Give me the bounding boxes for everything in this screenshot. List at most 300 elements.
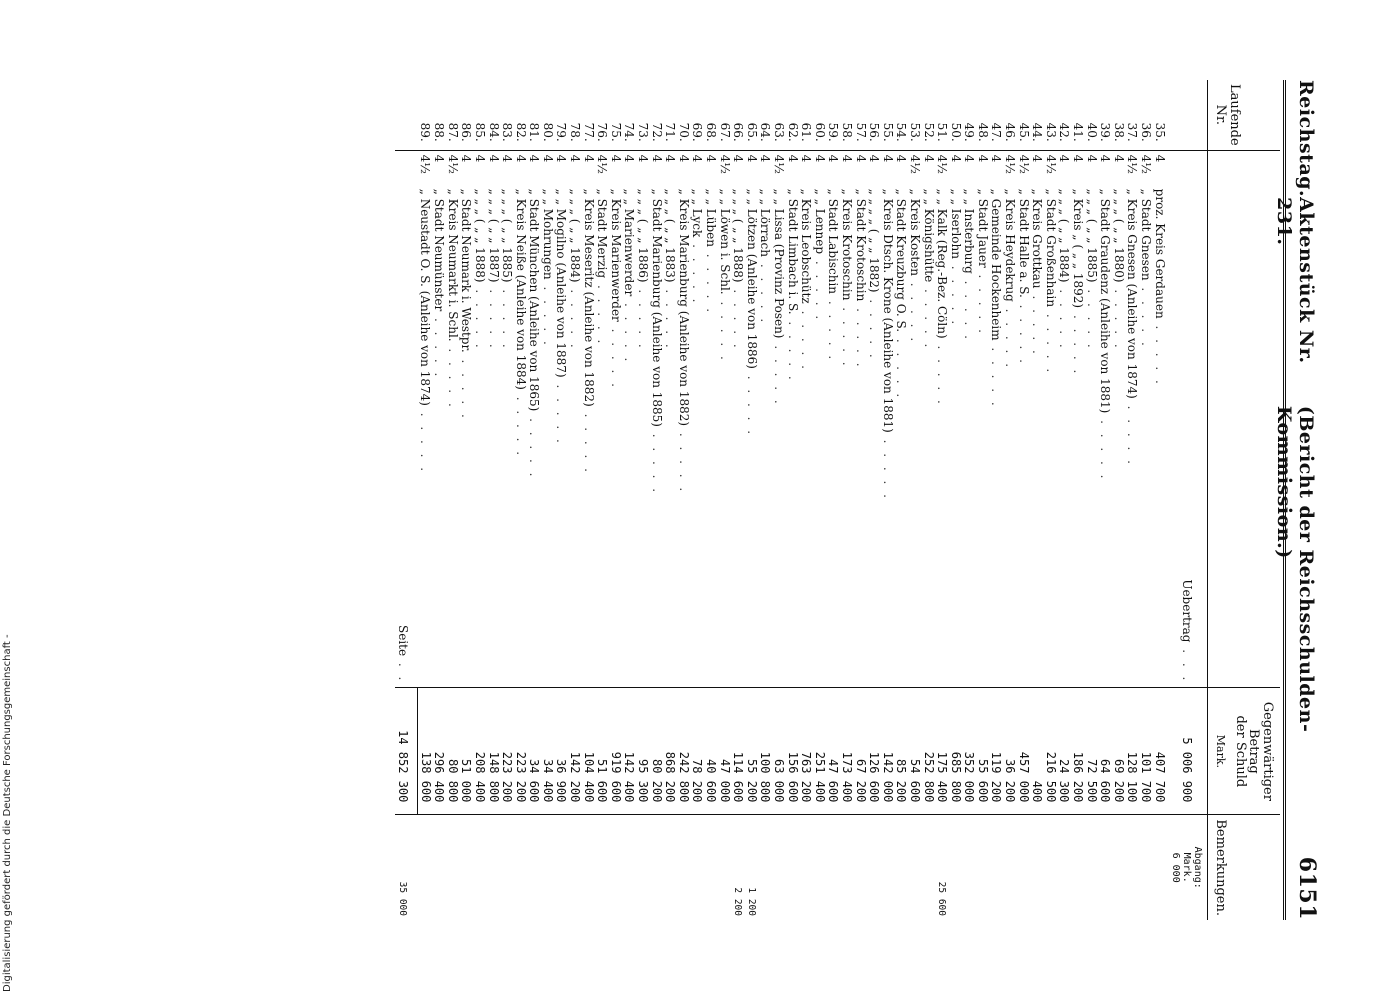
row-number: 45. (1016, 80, 1030, 150)
row-issuer (472, 185, 486, 688)
row-issuer-text: „ Neustadt O. S. (Anleihe von 1874) (418, 188, 433, 406)
row-amount: 72 500 (1084, 688, 1098, 815)
row-issuer (1043, 185, 1057, 688)
row-issuer-text: „ „ Lyck (690, 188, 705, 238)
row-number: 35. (1152, 80, 1166, 150)
row-amount: 85 200 (894, 688, 908, 815)
row-number: 39. (1098, 80, 1112, 150)
row-amount: 142 400 (622, 688, 636, 815)
dot-leader: . . . . . (1125, 398, 1140, 467)
table-row (1098, 80, 1112, 920)
table-row (554, 80, 568, 920)
row-issuer-text: „ „ Marienwerder (622, 188, 637, 297)
row-amount: 400 (1030, 688, 1044, 815)
row-rate: 4 (500, 154, 515, 163)
row-number: 65. (744, 80, 758, 150)
table-row (1043, 80, 1057, 920)
row-issuer (581, 185, 595, 688)
dot-leader: . . . . . (894, 332, 909, 401)
table-row (839, 80, 853, 920)
row-number: 89. (417, 80, 431, 150)
dot-leader: . . . . . (975, 267, 990, 336)
amount-header-line1: Gegenwärtiger (1260, 701, 1275, 801)
row-rate: 4 (853, 154, 868, 163)
row-rate: 4 (1111, 154, 1126, 163)
row-issuer (527, 185, 541, 688)
table-body (417, 80, 1207, 920)
row-rate: 4 (894, 154, 909, 163)
row-issuer (758, 185, 772, 688)
row-amount: 80 200 (649, 688, 663, 815)
row-amount: 24 300 (1057, 688, 1071, 815)
dot-leader: . . . . . (581, 406, 596, 475)
row-number: 86. (459, 80, 473, 150)
row-amount: 51 000 (459, 688, 473, 815)
row-remark (1016, 815, 1030, 920)
row-remark (799, 815, 813, 920)
row-amount: 40 600 (703, 688, 717, 815)
dot-leader: . . . . . (1098, 413, 1113, 482)
dot-leader: . . . . . (540, 279, 555, 348)
row-number: 81. (527, 80, 541, 150)
row-amount: 296 400 (432, 688, 446, 815)
row-number: 40. (1084, 80, 1098, 150)
row-number: 84. (486, 80, 500, 150)
total-label: Seite . . (395, 185, 417, 688)
row-number: 44. (1030, 80, 1044, 150)
row-issuer (568, 185, 582, 688)
table-row (540, 80, 554, 920)
row-number: 55. (880, 80, 894, 150)
amount-header-line2: Betrag (1246, 728, 1262, 774)
table-row (459, 80, 473, 920)
row-number: 54. (894, 80, 908, 150)
row-amount: 128 100 (1125, 688, 1139, 815)
row-issuer (975, 185, 989, 688)
table-row (1125, 80, 1139, 920)
row-rate: 4 (472, 154, 487, 163)
row-rate: 4 (1057, 154, 1072, 163)
row-remark (717, 815, 731, 920)
row-rate: 4 (1071, 154, 1086, 163)
row-amount: 868 200 (663, 688, 677, 815)
row-amount: 142 200 (568, 688, 582, 815)
row-remark (417, 815, 431, 920)
row-number: 73. (635, 80, 649, 150)
row-remark (1057, 815, 1071, 920)
table-row (527, 80, 541, 920)
row-issuer (717, 185, 731, 688)
row-amount: 55 600 (975, 688, 989, 815)
row-remark (500, 815, 514, 920)
dot-leader: . . . . . (799, 303, 814, 372)
row-issuer (500, 185, 514, 688)
row-rate: 4 (962, 154, 977, 163)
dot-leader: . . . . . (704, 246, 719, 316)
row-issuer (1098, 185, 1112, 688)
row-issuer-text: „ „ „ „ ( „ „ 1882) (867, 188, 882, 293)
row-issuer-text: „ „ Lörrach (758, 188, 773, 257)
row-amount: 36 200 (1003, 688, 1017, 815)
row-issuer-text: „ Kreis Grottkau (1030, 188, 1045, 289)
row-issuer-text: „ Stadt Jauer (975, 188, 990, 268)
table-row (758, 80, 772, 920)
dot-leader: . . . . . (513, 389, 528, 459)
row-amount: 156 600 (785, 688, 799, 815)
table-row (744, 80, 758, 920)
table-row (771, 80, 785, 920)
row-rate: 4 (608, 154, 623, 163)
row-issuer-text: proz. Kreis Gerdauen (1152, 188, 1167, 319)
table-row (935, 80, 949, 920)
row-rate: 4½ (772, 154, 786, 174)
table-row (717, 80, 731, 920)
row-issuer-text: „ Kreis Leobschütz (799, 188, 814, 304)
table-row (622, 80, 636, 920)
table-row (432, 80, 446, 920)
row-rate: 4 (540, 154, 555, 163)
row-remark (554, 815, 568, 920)
row-remark (703, 815, 717, 920)
row-amount: 148 800 (486, 688, 500, 815)
row-number: 88. (432, 80, 446, 150)
dot-leader: . . . . . (1111, 282, 1126, 351)
row-number: 38. (1111, 80, 1125, 150)
row-number: 72. (649, 80, 663, 150)
dot-leader: . . . . . (445, 341, 460, 410)
dot-leader: . . . . . (622, 296, 637, 365)
table-row (676, 80, 690, 920)
row-issuer-text: „ Stadt Neumark i. Westpr. (459, 188, 474, 353)
table-row (663, 80, 677, 920)
table-row (472, 80, 486, 920)
row-remark (1138, 815, 1152, 920)
row-rate: 4 (649, 154, 664, 163)
row-amount: 173 400 (839, 688, 853, 815)
amount-header-line3: der Schuld (1232, 715, 1248, 788)
row-remark (758, 815, 772, 920)
dot-leader: . . . . . (826, 294, 841, 363)
table-row (445, 80, 459, 920)
row-issuer-text: „ „ Löwen i. Schl. (717, 188, 732, 295)
row-number: 82. (513, 80, 527, 150)
row-rate: 4 (867, 154, 882, 163)
row-issuer (690, 185, 704, 688)
row-remark (649, 815, 663, 920)
row-remark (948, 815, 962, 920)
row-remark: 25 600 (936, 881, 948, 916)
row-issuer-text: „ „ Kalk (Reg.-Bez. Cöln) (935, 188, 950, 339)
table-header-row (1207, 80, 1280, 920)
row-amount: 216 500 (1043, 688, 1057, 815)
dot-leader: . . . . . (853, 301, 868, 370)
row-number: 85. (472, 80, 486, 150)
row-issuer (445, 185, 459, 688)
row-issuer-text: „ Stadt Labischin (826, 188, 841, 295)
row-rate: 4 (527, 154, 542, 163)
table-row (581, 80, 595, 920)
row-remark (880, 815, 894, 920)
row-number: 49. (962, 80, 976, 150)
header-right: (Bericht der Reichsschulden-Kommission.) (1273, 405, 1317, 733)
table-row (907, 80, 921, 920)
row-issuer (1152, 185, 1166, 688)
row-remark (445, 815, 459, 920)
row-rate: 4 (1084, 154, 1099, 163)
table-row (690, 80, 704, 920)
row-amount: 175 400 (935, 688, 949, 815)
row-issuer-text: „ „ Lissa (Provinz Posen) (772, 188, 786, 339)
header-left: Reichstag. (1295, 80, 1317, 198)
row-issuer-text: „ „ „ ( „ „ 1885) (1084, 188, 1099, 283)
row-rate: 4 (785, 154, 800, 163)
row-issuer-text: „ „ Mohrungen (540, 188, 555, 280)
dot-leader: . . . . . (690, 237, 705, 306)
row-number: 75. (608, 80, 622, 150)
row-remark (771, 815, 785, 920)
row-remark (459, 815, 473, 920)
dot-leader: . . . . . (472, 282, 487, 351)
row-issuer (676, 185, 690, 688)
running-header (1273, 80, 1320, 920)
row-issuer (554, 185, 568, 688)
row-rate: 4½ (418, 154, 433, 174)
table-row (1152, 80, 1166, 920)
dot-leader: . . . . . (595, 278, 610, 347)
row-issuer (635, 185, 649, 688)
dot-leader: . . . . . (1016, 297, 1031, 366)
dot-leader: . . . . . (772, 338, 786, 407)
dot-leader: . . . . . (459, 352, 474, 421)
row-issuer-text: „ Stadt Kreuzburg O. S. (894, 188, 909, 333)
row-remark (785, 815, 799, 920)
dot-leader: . . . . . (1152, 318, 1167, 387)
row-number: 52. (921, 80, 935, 150)
table-row (649, 80, 663, 920)
row-issuer-text: „ „ Iserlohn (948, 188, 963, 259)
row-issuer (540, 185, 554, 688)
row-issuer-text: „ „ „ ( „ „ 1884) (568, 188, 583, 283)
row-issuer (1070, 185, 1084, 688)
row-issuer (853, 185, 867, 688)
dot-leader: . . . . . (527, 411, 542, 480)
carry-amount: 5 006 900 (1166, 688, 1208, 815)
row-issuer (948, 185, 962, 688)
row-issuer-text: „ Stadt Neumünster (432, 188, 447, 312)
row-rate: 4½ (1016, 154, 1031, 174)
dot-leader: . . . . . (935, 338, 950, 407)
row-rate: 4 (704, 154, 719, 163)
row-amount: 242 800 (676, 688, 690, 815)
row-issuer (1016, 185, 1030, 688)
row-number: 63. (771, 80, 785, 150)
row-issuer (785, 185, 799, 688)
row-issuer-text: „ Stadt Krotoschin (853, 188, 868, 302)
row-issuer-text: „ „ „ ( „ „ 1884) (1057, 188, 1072, 283)
table-row (975, 80, 989, 920)
row-issuer-text: „ Kreis Neiße (Anleihe von 1884) (513, 188, 528, 390)
table-row (703, 80, 717, 920)
row-issuer (595, 185, 609, 688)
row-amount: 223 200 (513, 688, 527, 815)
row-amount: 34 400 (540, 688, 554, 815)
table-row (785, 80, 799, 920)
row-number: 41. (1070, 80, 1084, 150)
row-issuer (1003, 185, 1017, 688)
row-remark (1152, 815, 1166, 920)
row-remark (812, 815, 826, 920)
table-row (568, 80, 582, 920)
dot-leader: . . . . . (500, 282, 515, 351)
row-number: 48. (975, 80, 989, 150)
row-number: 67. (717, 80, 731, 150)
row-issuer-text: „ Stadt Halle a. S. (1016, 188, 1031, 298)
row-remark (540, 815, 554, 920)
row-issuer-text: „ „ „ ( „ „ 1888) (731, 188, 746, 283)
row-amount: 352 000 (962, 688, 976, 815)
total-amount: 14 852 300 (395, 688, 417, 815)
row-issuer-text: „ Stadt Marienburg (Anleihe von 1885) (649, 188, 664, 427)
row-amount: 251 400 (812, 688, 826, 815)
table-row (867, 80, 881, 920)
carry-label: Uebertrag . . . (1166, 185, 1208, 688)
table-row (635, 80, 649, 920)
dot-leader: . . . . . (1030, 288, 1045, 357)
dot-leader: . . . . . (812, 254, 827, 323)
row-issuer-text: „ „ „ ( „ „ 1887) (486, 188, 501, 283)
header-center: Aktenstück Nr. 231. (1273, 197, 1317, 364)
row-issuer-text: „ Kreis „ ( „ „ 1892) (1071, 188, 1086, 309)
row-issuer-text: „ Stadt Gnesen (1139, 188, 1154, 281)
row-issuer (935, 185, 949, 688)
row-issuer-text: „ Stadt Limbach i. S. (785, 188, 800, 315)
row-issuer (1111, 185, 1125, 688)
row-issuer-text: „ Kreis Meseritz (Anleihe von 1882) (581, 188, 596, 407)
row-amount: 252 800 (921, 688, 935, 815)
row-issuer (867, 185, 881, 688)
table-row (1070, 80, 1084, 920)
table-row (608, 80, 622, 920)
row-issuer (486, 185, 500, 688)
column-header-amount (1207, 688, 1280, 815)
row-remark (1070, 815, 1084, 920)
row-amount: 67 200 (853, 688, 867, 815)
row-issuer-text: „ „ „ ( „ „ 1885) (500, 188, 515, 283)
row-remark (595, 815, 609, 920)
row-number: 78. (568, 80, 582, 150)
dot-leader: . . . . . (1057, 282, 1072, 351)
row-remark (568, 815, 582, 920)
row-remark (962, 815, 976, 920)
row-remark: 2 200 (732, 887, 744, 916)
table-row (513, 80, 527, 920)
dot-leader: . . . . . (731, 282, 746, 351)
row-issuer-text: „ Kreis Dtsch. Krone (Anleihe von 1881) (880, 188, 895, 433)
row-rate: 4 (839, 154, 854, 163)
row-remark (894, 815, 908, 920)
row-rate: 4½ (1043, 154, 1058, 174)
table-row (1030, 80, 1044, 920)
table-row (989, 80, 1003, 920)
row-issuer (513, 185, 527, 688)
row-remark (1111, 815, 1125, 920)
row-number: 60. (812, 80, 826, 150)
row-amount: 104 400 (581, 688, 595, 815)
row-amount: 142 000 (880, 688, 894, 815)
dot-leader: . . . . . (989, 340, 1004, 409)
row-amount: 95 300 (635, 688, 649, 815)
table-row (948, 80, 962, 920)
row-issuer-text: „ Kreis Marienwerder (608, 188, 623, 322)
row-remark (635, 815, 649, 920)
page-number: 6151 (1294, 856, 1320, 920)
row-rate: 4 (826, 154, 841, 163)
row-issuer (731, 185, 745, 688)
row-remark (975, 815, 989, 920)
row-rate: 4½ (1003, 154, 1018, 174)
dot-leader: . . . . . (1071, 308, 1086, 377)
row-amount: 685 800 (948, 688, 962, 815)
carry-remark (1166, 815, 1208, 920)
row-amount: 47 000 (717, 688, 731, 815)
row-issuer-text: „ „ „ ( „ „ 1880) (1111, 188, 1126, 283)
row-issuer (839, 185, 853, 688)
row-number: 70. (676, 80, 690, 150)
row-issuer (1084, 185, 1098, 688)
row-rate: 4 (989, 154, 1004, 163)
table-row (921, 80, 935, 920)
row-number: 50. (948, 80, 962, 150)
row-number: 61. (799, 80, 813, 150)
row-issuer-text: „ „ Insterburg (962, 188, 977, 274)
dot-leader: . . . . . (418, 405, 433, 475)
table-row (417, 80, 431, 920)
table-row (1111, 80, 1125, 920)
row-number: 43. (1043, 80, 1057, 150)
row-remark (1003, 815, 1017, 920)
dot-leader: . . . . . (785, 314, 800, 383)
column-header-name (1207, 150, 1280, 688)
header-rule (1283, 80, 1286, 920)
document-page (68, 60, 1328, 940)
table-row (500, 80, 514, 920)
row-number: 76. (595, 80, 609, 150)
row-issuer (649, 185, 663, 688)
dot-leader: . . . . . (636, 282, 651, 351)
row-issuer-text: „ „ Lüben (704, 188, 719, 247)
row-number: 77. (581, 80, 595, 150)
row-remark (1125, 815, 1139, 920)
remark-abgang-value: 6 000 (1169, 852, 1181, 883)
row-issuer-text: „ Kreis Gnesen (Anleihe von 1874) (1125, 188, 1140, 399)
row-remark (1084, 815, 1098, 920)
row-rate: 4 (1098, 154, 1113, 163)
row-remark (826, 815, 840, 920)
row-amount: 34 600 (527, 688, 541, 815)
row-number: 58. (839, 80, 853, 150)
row-issuer-text: „ Stadt Merzig (595, 188, 610, 279)
row-number: 69. (690, 80, 704, 150)
row-remark (1043, 815, 1057, 920)
row-issuer (826, 185, 840, 688)
row-issuer (907, 185, 921, 688)
row-amount: 100 800 (758, 688, 772, 815)
row-amount: 80 800 (445, 688, 459, 815)
row-amount: 36 900 (554, 688, 568, 815)
dot-leader: . . . . . (948, 258, 963, 328)
row-remark (622, 815, 636, 920)
row-issuer-text: „ Stadt München (Anleihe von 1865) (527, 188, 542, 412)
